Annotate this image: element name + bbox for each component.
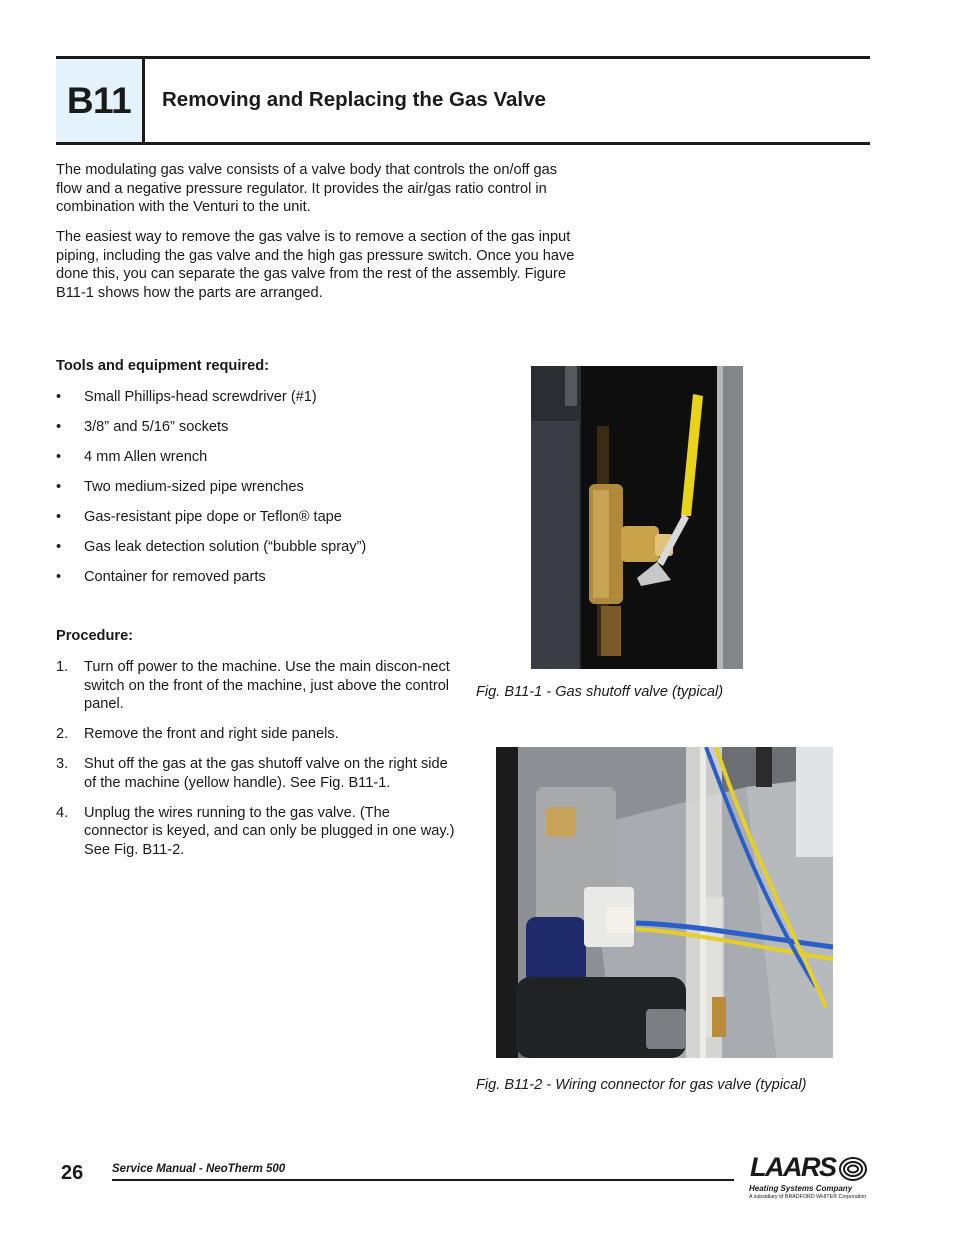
list-item [56, 448, 476, 467]
tool-text: 3/8” and 5/16” sockets [84, 419, 229, 435]
figure-1-caption: Fig. B11-1 - Gas shutoff valve (typical) [476, 684, 724, 700]
header-bottom-rule [56, 142, 870, 145]
list-item [56, 478, 476, 497]
step-text: Shut off the gas at the gas shutoff valve on the right side of the machine (yellow handle). See Fig. B11-1. [84, 756, 448, 791]
logo-tagline: Heating Systems Company [749, 1184, 853, 1193]
header-top-rule [56, 56, 870, 59]
tool-text: Two medium-sized pipe wrenches [84, 479, 304, 495]
bullet: • [56, 539, 62, 555]
section-number-box [56, 59, 145, 142]
list-item [56, 568, 476, 587]
gas-shutoff-valve-photo [531, 366, 743, 669]
tool-text: Gas leak detection solution (“bubble spray”) [84, 539, 367, 555]
step-text: Unplug the wires running to the gas valve. (The connector is keyed, and can only be plugged in one way.) See Fig. B11-2. [84, 804, 455, 859]
procedure-steps [56, 658, 456, 871]
list-item [56, 508, 476, 527]
page-number: 26 [61, 1162, 84, 1184]
bullet: • [56, 419, 62, 435]
bullet: • [56, 509, 62, 525]
list-item [56, 755, 456, 792]
step-number: 4. [56, 804, 69, 821]
intro-paragraph-2: The easiest way to remove the gas valve is to remove a section of the gas input piping, including the gas valve and the high gas pressure switch. Once you have done this, you can separate the gas valve from the rest of the assembly. Figure B11-1 shows how the parts are arranged. [56, 229, 575, 302]
laars-swirl-icon [838, 1156, 868, 1182]
procedure-heading: Procedure: [56, 628, 134, 644]
manual-title: Service Manual - NeoTherm 500 [112, 1163, 286, 1175]
tool-text: Small Phillips-head screwdriver (#1) [84, 389, 317, 405]
step-text: Turn off power to the machine. Use the main discon-nect switch on the front of the machine, just above the control panel. [84, 659, 450, 713]
list-item [56, 804, 456, 860]
step-number: 2. [56, 726, 69, 743]
tool-text: Container for removed parts [84, 569, 266, 585]
tools-list [56, 388, 476, 598]
bullet: • [56, 449, 62, 465]
tools-heading: Tools and equipment required: [56, 358, 269, 374]
tool-text: 4 mm Allen wrench [84, 449, 208, 465]
step-number: 1. [56, 659, 69, 675]
list-item [56, 418, 476, 437]
laars-logo-wordmark: LAARS [750, 1152, 836, 1182]
list-item [56, 725, 456, 744]
list-item [56, 388, 476, 407]
page-title: Removing and Replacing the Gas Valve [162, 88, 546, 111]
intro-paragraph-1: The modulating gas valve consists of a valve body that controls the on/off gas flow and a negative pressure regulator. It provides the air/gas ratio control in combination with the Venturi to the unit. [56, 162, 558, 216]
step-number: 3. [56, 756, 69, 773]
bullet: • [56, 569, 62, 585]
logo-subsidiary: A subsidiary of BRADFORD WHITE® Corporation [749, 1194, 867, 1200]
section-number: B11 [66, 79, 132, 121]
gas-valve-connector-photo [496, 747, 833, 1058]
step-text: Remove the front and right side panels. [84, 726, 339, 743]
bullet: • [56, 479, 62, 495]
list-item [56, 658, 456, 714]
tool-text: Gas-resistant pipe dope or Teflon® tape [84, 509, 342, 525]
bullet: • [56, 389, 62, 405]
footer-rule [112, 1179, 734, 1181]
figure-2-caption: Fig. B11-2 - Wiring connector for gas valve (typical) [476, 1077, 807, 1093]
list-item [56, 538, 476, 557]
